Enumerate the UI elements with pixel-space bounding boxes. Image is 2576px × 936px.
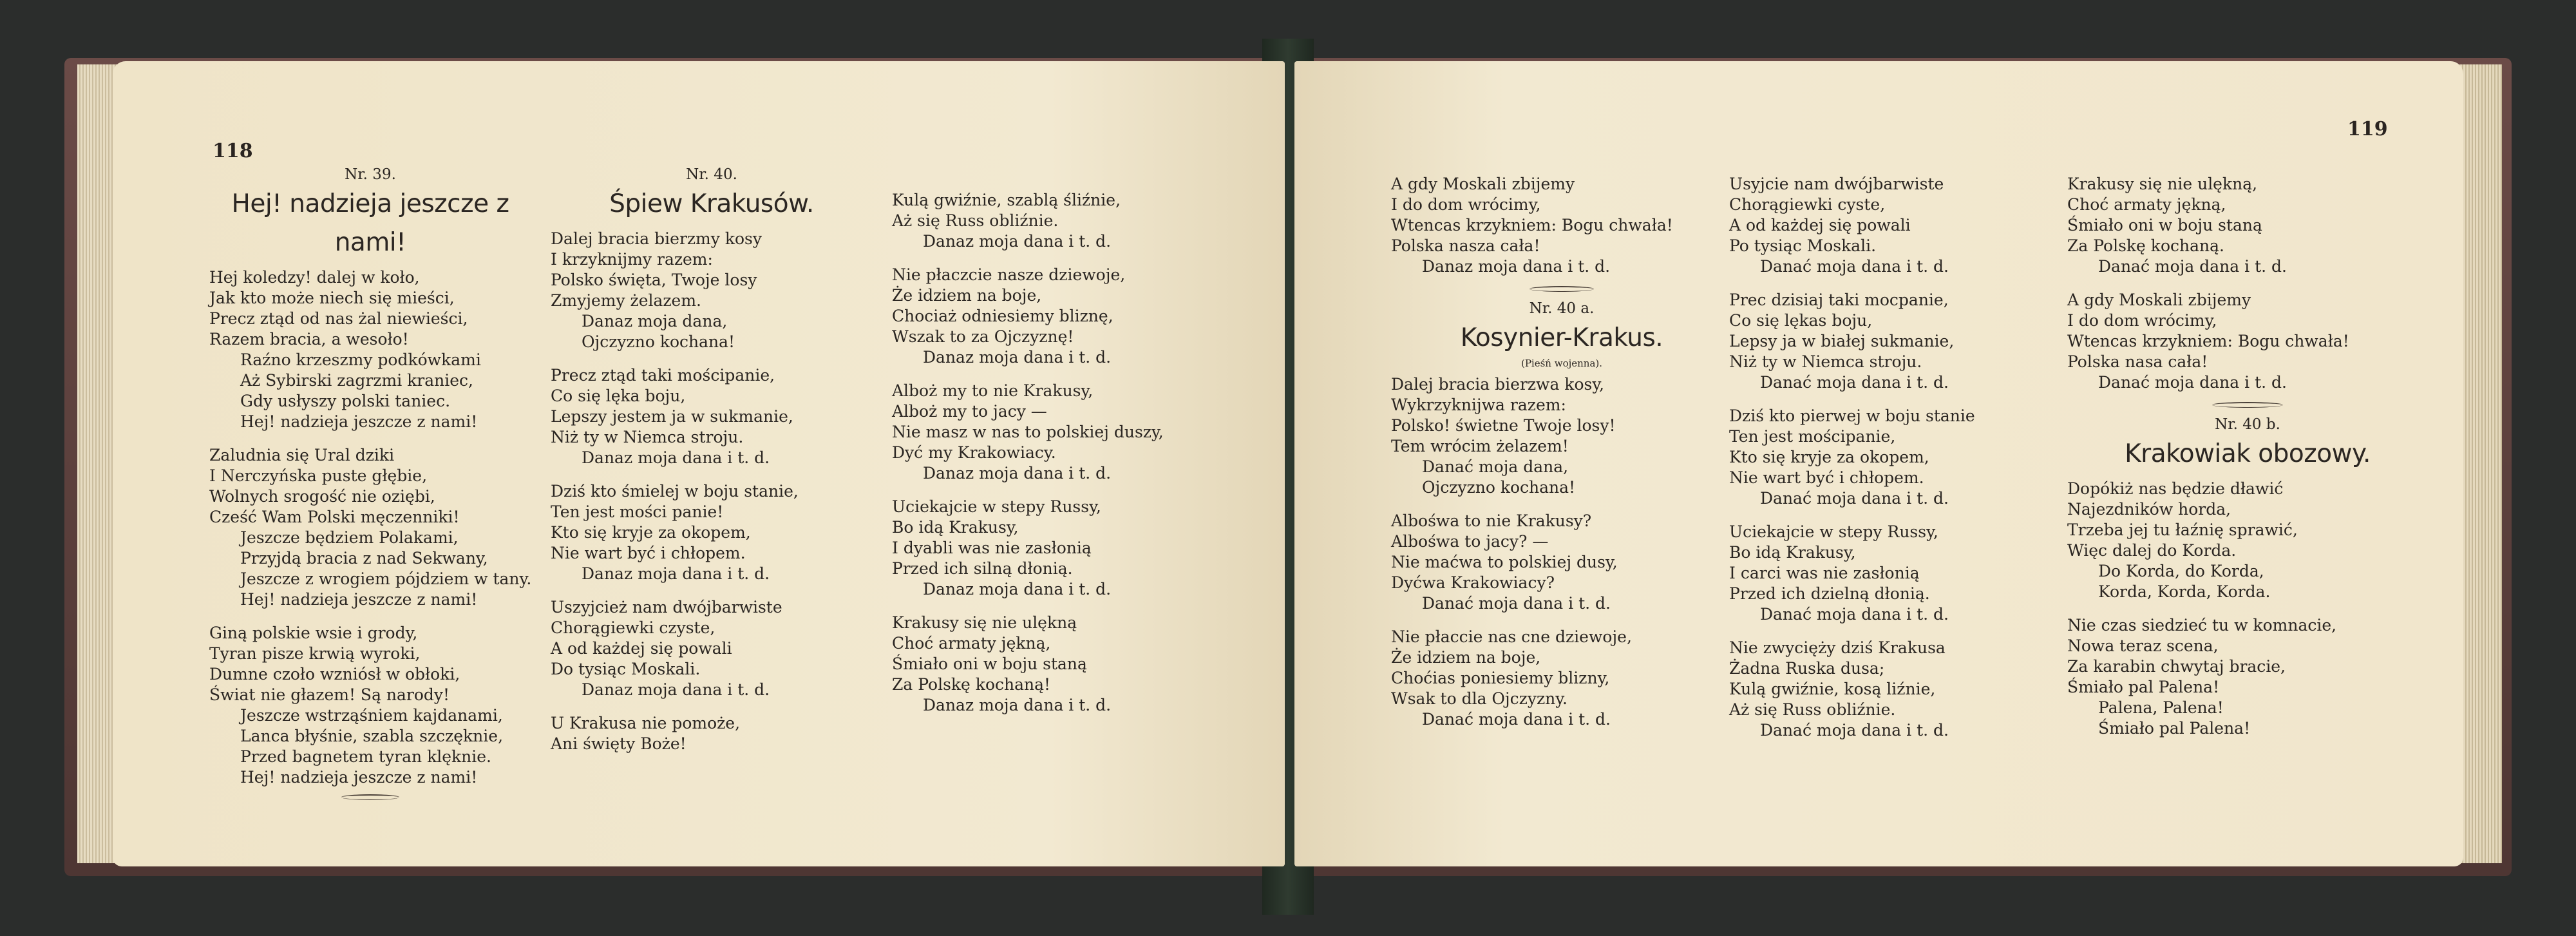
verse-line: Za Polskę kochaną. bbox=[2067, 236, 2224, 255]
stanza-gap bbox=[551, 352, 873, 365]
verse-line: Chorągiewki cyste, bbox=[1729, 195, 1886, 214]
song-number: Nr. 40. bbox=[686, 166, 737, 183]
verse-line: Palena, Palena! bbox=[2098, 698, 2224, 717]
verse-line: Krakusy się nie ulękną, bbox=[2067, 175, 2258, 193]
verse-line: Żadna Ruska dusa; bbox=[1729, 659, 1885, 678]
verse-line: Nowa teraz scena, bbox=[2067, 636, 2219, 655]
verse-line: Że idziem na boje, bbox=[892, 286, 1042, 305]
verse-line: Co się lęka boju, bbox=[551, 387, 686, 405]
song-title: Krakowiak obozowy. bbox=[2125, 439, 2371, 468]
stanza-gap bbox=[209, 610, 531, 623]
verse-line: Nie maćwa to polskiej dusy, bbox=[1391, 553, 1618, 571]
song-number: Nr. 40 b. bbox=[2215, 416, 2280, 433]
verse-line: Uszyjcież nam dwójbarwiste bbox=[551, 598, 782, 616]
verse-line: Trzeba jej tu łaźnię sprawić, bbox=[2067, 521, 2298, 539]
page-number: 118 bbox=[213, 140, 253, 162]
verse-line: Danaz moja dana i t. d. bbox=[923, 348, 1112, 367]
verse-line: Precz ztąd taki mościpanie, bbox=[551, 366, 775, 385]
song-subtitle: (Pieśń wojenna). bbox=[1520, 358, 1603, 369]
verse-line: Hej! nadzieja jeszcze z nami! bbox=[240, 412, 478, 431]
verse-line: Danać moja dana i t. d. bbox=[1422, 594, 1611, 613]
verse-line: Dalej bracia bierzmy kosy bbox=[551, 229, 762, 248]
verse-line: Przed ich silną dłonią. bbox=[892, 559, 1073, 578]
right-page bbox=[1294, 61, 2463, 866]
verse-line: Nie zwycięży dziś Krakusa bbox=[1729, 638, 1946, 657]
song-column bbox=[209, 164, 531, 800]
verse-line: Danać moja dana i t. d. bbox=[2098, 257, 2287, 276]
verse-line: Danać moja dana i t. d. bbox=[1760, 373, 1949, 392]
verse-line: Krakusy się nie ulękną bbox=[892, 613, 1077, 632]
song-lines bbox=[892, 190, 1253, 716]
verse-line: Przed ich dzielną dłonią. bbox=[1729, 584, 1930, 603]
song-lines bbox=[551, 229, 873, 754]
verse-line: Nie czas siedzieć tu w komnacie, bbox=[2067, 616, 2337, 635]
separator-ornament bbox=[2212, 402, 2283, 408]
song-column bbox=[1729, 174, 2064, 741]
song-title: Śpiew Krakusów. bbox=[609, 189, 814, 218]
stanza-gap bbox=[1391, 614, 1732, 627]
verse-line: Dyć my Krakowiacy. bbox=[892, 443, 1056, 462]
verse-line: Albośwa to jacy? — bbox=[1391, 532, 1549, 551]
verse-line: Polska nasa cała! bbox=[2067, 352, 2208, 371]
verse-line: Polsko święta, Twoje losy bbox=[551, 271, 757, 289]
verse-line: Wtencas krzykniem: Bogu chwała! bbox=[2067, 332, 2349, 350]
verse-line: Że idziem na boje, bbox=[1391, 648, 1541, 667]
song-lines bbox=[209, 267, 531, 788]
verse-line: Danaz moja dana i t. d. bbox=[923, 464, 1112, 482]
verse-line: Jeszcze z wrogiem pójdziem w tany. bbox=[240, 569, 532, 588]
verse-line: Dziś kto śmielej w boju stanie, bbox=[551, 482, 799, 501]
verse-line: Prec dzisiaj taki mocpanie, bbox=[1729, 291, 1949, 309]
song-lines bbox=[1729, 174, 2064, 741]
verse-line: Choćias poniesiemy blizny, bbox=[1391, 669, 1610, 687]
verse-line: Danać moja dana i t. d. bbox=[1760, 257, 1949, 276]
verse-line: Polsko! świetne Twoje losy! bbox=[1391, 416, 1616, 435]
verse-line: Kto się kryje za okopem, bbox=[551, 523, 751, 542]
verse-line: Jeszcze wstrząśniem kajdanami, bbox=[240, 706, 503, 725]
verse-line: Aż się Russ obliźnie. bbox=[892, 211, 1059, 230]
song-lines bbox=[1391, 174, 1732, 277]
verse-line: Choć armaty jękną, bbox=[892, 634, 1051, 653]
verse-line: Usyjcie nam dwójbarwiste bbox=[1729, 175, 1944, 193]
verse-line: Jeszcze będziem Polakami, bbox=[240, 528, 459, 547]
verse-line: Lepsy ja w białej sukmanie, bbox=[1729, 332, 1955, 350]
song-title: Kosynier-Krakus. bbox=[1460, 323, 1663, 352]
song-column bbox=[2067, 174, 2428, 739]
verse-line: Ten jest mościpanie, bbox=[1729, 427, 1896, 446]
verse-line: Więc dalej do Korda. bbox=[2067, 541, 2237, 560]
verse-line: Nie masz w nas to polskiej duszy, bbox=[892, 423, 1164, 441]
verse-line: Ani święty Boże! bbox=[551, 734, 687, 753]
verse-line: Wszak to za Ojczyznę! bbox=[892, 327, 1074, 346]
verse-line: Chociaż odniesiemy bliznę, bbox=[892, 307, 1113, 325]
verse-line: Ojczyzno kochana! bbox=[1422, 478, 1576, 497]
verse-line: Dziś kto pierwej w boju stanie bbox=[1729, 406, 1975, 425]
verse-line: Nie płaczcie nasze dziewoje, bbox=[892, 265, 1126, 284]
verse-line: Wolnych srogość nie oziębi, bbox=[209, 487, 435, 506]
verse-line: Śmiało oni w boju staną bbox=[892, 654, 1087, 673]
verse-line: I Nerczyńska puste głębie, bbox=[209, 466, 428, 485]
verse-line: Danać moja dana, bbox=[1422, 457, 1569, 476]
verse-line: Niż ty w Niemca stroju. bbox=[1729, 352, 1922, 371]
verse-line: Po tysiąc Moskali. bbox=[1729, 236, 1877, 255]
song-lines bbox=[1391, 374, 1732, 730]
page-number: 119 bbox=[2347, 118, 2388, 140]
verse-line: Danać moja dana i t. d. bbox=[1760, 605, 1949, 624]
verse-line: Danaz moja dana, bbox=[582, 312, 728, 330]
verse-line: Nie wart być i chłopem. bbox=[1729, 468, 1924, 487]
verse-line: Lanca błyśnie, szabla szczęknie, bbox=[240, 727, 504, 745]
stanza-gap bbox=[1729, 393, 2064, 406]
verse-line: Hej! nadzieja jeszcze z nami! bbox=[240, 590, 478, 609]
verse-line: Ojczyzno kochana! bbox=[582, 332, 735, 351]
verse-line: Razem bracia, a wesoło! bbox=[209, 330, 409, 349]
stanza-gap bbox=[892, 600, 1253, 613]
verse-line: Danaz moja dana i t. d. bbox=[923, 232, 1112, 251]
verse-line: Dumne czoło wzniósł w obłoki, bbox=[209, 665, 460, 683]
verse-line: Danać moja dana i t. d. bbox=[1422, 710, 1611, 729]
verse-line: Giną polskie wsie i grody, bbox=[209, 624, 418, 642]
verse-line: A gdy Moskali zbijemy bbox=[2067, 291, 2251, 309]
verse-line: Danaz moja dana i t. d. bbox=[1422, 257, 1611, 276]
verse-line: Śmiało pal Palena! bbox=[2067, 678, 2220, 696]
stanza-gap bbox=[2067, 277, 2428, 290]
verse-line: Lepszy jestem ja w sukmanie, bbox=[551, 407, 793, 426]
verse-line: Nie płaccie nas cne dziewoje, bbox=[1391, 627, 1632, 646]
verse-line: A od każdej się powali bbox=[551, 639, 732, 658]
song-title: Hej! nadzieja jeszcze z nami! bbox=[231, 189, 509, 257]
separator-ornament bbox=[1530, 286, 1594, 292]
stanza-gap bbox=[2067, 602, 2428, 615]
verse-line: Do tysiąc Moskali. bbox=[551, 660, 701, 678]
verse-line: A gdy Moskali zbijemy bbox=[1391, 175, 1575, 193]
verse-line: Danaz moja dana i t. d. bbox=[923, 580, 1112, 598]
stanza-gap bbox=[551, 468, 873, 481]
stanza-gap bbox=[1729, 509, 2064, 522]
song-column bbox=[551, 164, 873, 754]
verse-line: Alboż my to nie Krakusy, bbox=[892, 381, 1094, 400]
stanza-gap bbox=[551, 584, 873, 597]
verse-line: Raźno krzeszmy podkówkami bbox=[240, 350, 481, 369]
verse-line: Co się lękas boju, bbox=[1729, 311, 1873, 330]
verse-line: Gdy usłyszy polski taniec. bbox=[240, 392, 451, 410]
verse-line: Do Korda, do Korda, bbox=[2098, 562, 2264, 580]
verse-line: Danaz moja dana i t. d. bbox=[923, 696, 1112, 714]
verse-line: Danaz moja dana i t. d. bbox=[582, 564, 770, 583]
verse-line: Przyjdą bracia z nad Sekwany, bbox=[240, 549, 488, 568]
verse-line: Danać moja dana i t. d. bbox=[1760, 721, 1949, 740]
song-number: Nr. 39. bbox=[345, 166, 396, 183]
verse-line: Aż się Russ obliźnie. bbox=[1729, 700, 1896, 719]
verse-line: Nie wart być i chłopem. bbox=[551, 544, 746, 562]
verse-line: Alboż my to jacy — bbox=[892, 402, 1047, 421]
left-page bbox=[113, 61, 1285, 866]
stanza-gap bbox=[892, 368, 1253, 381]
verse-line: Uciekajcie w stepy Russy, bbox=[1729, 522, 1938, 541]
verse-line: Bo idą Krakusy, bbox=[1729, 543, 1856, 562]
verse-line: Jak kto może niech się mieści, bbox=[209, 289, 455, 307]
verse-line: I carci was nie zasłonią bbox=[1729, 564, 1920, 582]
verse-line: Aż Sybirski zagrzmi kraniec, bbox=[240, 371, 473, 390]
verse-line: Śmiało pal Palena! bbox=[2098, 719, 2251, 738]
verse-line: Tyran pisze krwią wyroki, bbox=[209, 644, 421, 663]
verse-line: Hej! nadzieja jeszcze z nami! bbox=[240, 768, 478, 787]
verse-line: Choć armaty jękną, bbox=[2067, 195, 2226, 214]
verse-line: Wsak to dla Ojczyzny. bbox=[1391, 689, 1567, 708]
verse-line: Chorągiewki czyste, bbox=[551, 618, 715, 637]
verse-line: Danaz moja dana i t. d. bbox=[582, 448, 770, 467]
song-lines bbox=[2067, 479, 2428, 739]
verse-line: Precz ztąd od nas żal niewieści, bbox=[209, 309, 468, 328]
stanza-gap bbox=[892, 484, 1253, 497]
verse-line: Danać moja dana i t. d. bbox=[1760, 489, 1949, 508]
verse-line: Korda, Korda, Korda. bbox=[2098, 582, 2271, 601]
stanza-gap bbox=[892, 252, 1253, 265]
stanza-gap bbox=[209, 432, 531, 445]
verse-line: Zmyjemy żelazem. bbox=[551, 291, 702, 310]
verse-line: Niż ty w Niemca stroju. bbox=[551, 428, 744, 446]
verse-line: Kto się kryje za okopem, bbox=[1729, 448, 1929, 466]
verse-line: Zaludnia się Ural dziki bbox=[209, 446, 395, 464]
verse-line: Przed bagnetem tyran klęknie. bbox=[240, 747, 491, 766]
verse-line: Najezdników horda, bbox=[2067, 500, 2231, 519]
end-ornament bbox=[341, 794, 399, 800]
verse-line: I do dom wrócimy, bbox=[2067, 311, 2217, 330]
verse-line: Dyćwa Krakowiacy? bbox=[1391, 573, 1555, 592]
verse-line: I krzyknijmy razem: bbox=[551, 250, 713, 269]
stanza-gap bbox=[551, 700, 873, 713]
verse-line: Za karabin chwytaj bracie, bbox=[2067, 657, 2286, 676]
verse-line: Świat nie głazem! Są narody! bbox=[209, 685, 450, 704]
verse-line: Ten jest mości panie! bbox=[551, 502, 724, 521]
stanza-gap bbox=[1729, 625, 2064, 638]
verse-line: Hej koledzy! dalej w koło, bbox=[209, 268, 420, 287]
song-number: Nr. 40 a. bbox=[1529, 300, 1595, 317]
verse-line: Danaz moja dana i t. d. bbox=[582, 680, 770, 699]
verse-line: Uciekajcie w stepy Russy, bbox=[892, 497, 1101, 516]
song-lines bbox=[2067, 174, 2428, 393]
verse-line: Za Polskę kochaną! bbox=[892, 675, 1051, 694]
verse-line: A od każdej się powali bbox=[1729, 216, 1911, 234]
verse-line: Wtencas krzykniem: Bogu chwała! bbox=[1391, 216, 1673, 234]
verse-line: Kulą gwiźnie, szablą śliźnie, bbox=[892, 191, 1121, 209]
verse-line: I dyabli was nie zasłonią bbox=[892, 539, 1092, 557]
verse-line: Danać moja dana i t. d. bbox=[2098, 373, 2287, 392]
verse-line: U Krakusa nie pomoże, bbox=[551, 714, 741, 732]
verse-line: Tem wrócim żelazem! bbox=[1391, 437, 1569, 455]
song-column bbox=[1391, 174, 1732, 730]
stanza-gap bbox=[1391, 498, 1732, 511]
verse-line: Polska nasza cała! bbox=[1391, 236, 1540, 255]
verse-line: Albośwa to nie Krakusy? bbox=[1391, 511, 1592, 530]
verse-line: Dopókiż nas będzie dławić bbox=[2067, 479, 2284, 498]
verse-line: Dalej bracia bierzwa kosy, bbox=[1391, 375, 1605, 394]
song-column bbox=[892, 190, 1253, 716]
stanza-gap bbox=[1729, 277, 2064, 290]
verse-line: Cześć Wam Polski męczenniki! bbox=[209, 508, 460, 526]
verse-line: I do dom wrócimy, bbox=[1391, 195, 1541, 214]
verse-line: Śmiało oni w boju staną bbox=[2067, 216, 2262, 234]
verse-line: Bo idą Krakusy, bbox=[892, 518, 1019, 537]
verse-line: Wykrzyknijwa razem: bbox=[1391, 396, 1566, 414]
verse-line: Kulą gwiźnie, kosą liźnie, bbox=[1729, 680, 1936, 698]
